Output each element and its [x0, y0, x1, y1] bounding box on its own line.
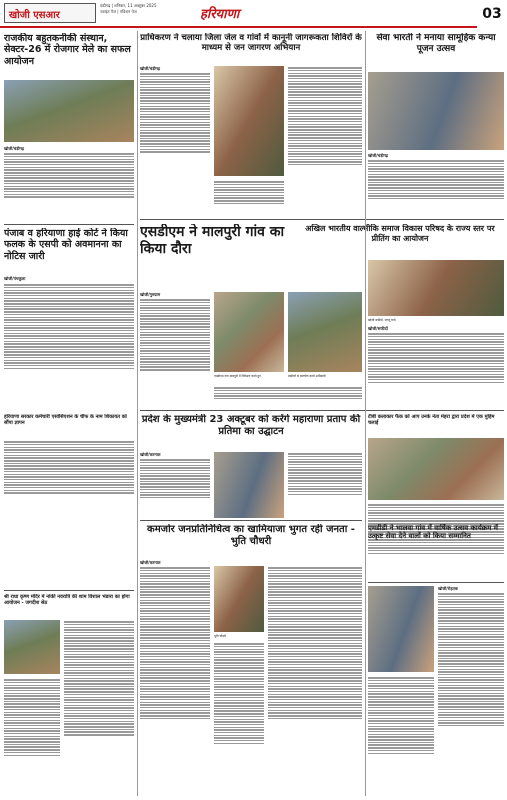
article-6-caption-1: खोजी सफीदों, जगनू चन्दे [368, 318, 396, 322]
column-rule [365, 31, 366, 796]
article-5-photo-2 [288, 292, 362, 372]
article-8-headline: प्रदेश के मुख्यमंत्री 23 अक्टूबर को करेंगे महाराणा प्रताप की प्रतिमा का उद्घाटन [141, 414, 361, 437]
article-2-body-col3 [214, 180, 284, 216]
article-11-body-col2 [268, 566, 362, 796]
article-2-author: खोजी/चंडीगढ़ [140, 66, 160, 71]
article-3-headline: सेवा भारती ने मनाया सामूहिक कन्या पूजन उत्सव [376, 33, 496, 54]
article-2-photo [214, 66, 284, 176]
article-5-body-2 [214, 386, 362, 408]
dateline-text: चंडीगढ़ | शनिवार, 11 अक्टूबर 2025 [100, 3, 157, 8]
article-12-photo [368, 586, 434, 672]
article-11-headline: कमजोर जनप्रतिनिधित्व का खामियाजा भुगत रही जनता - भुति चौधरी [147, 524, 355, 547]
article-3-author: खोजी/चंडीगढ़ [368, 153, 388, 158]
article-2-headline: प्राधिकरण ने चलाया जिला जेल व गांवों में कानूनी जागरूकता शिविरों के माध्यम से जन जागरण अभियान [140, 33, 362, 54]
article-11-portrait [214, 566, 264, 632]
article-9-headline: टीबी कलाकार फैंक को आप उनके नेता मेहरा द्वारा प्रदेश में एक मुहिम चलाई [368, 414, 495, 426]
article-6-photo-1 [368, 260, 504, 316]
article-8-author: खोजी/करनाल [140, 452, 161, 457]
column-rule [137, 31, 138, 796]
article-12-headline: एमडीडी ने भालवा गांव में वार्षिक उत्सव कार्यक्रम में उत्कृष्ट सेवा देने वालों को किया सम्मानित [368, 524, 498, 541]
divider [368, 582, 504, 583]
section-title: हरियाणा [200, 7, 240, 22]
article-5-body [140, 298, 210, 408]
article-8-body-col2 [288, 452, 362, 518]
article-12-body-col2 [368, 676, 434, 796]
article-11-body-col3 [214, 642, 264, 796]
article-8-photo [214, 452, 284, 518]
article-1-author: खोजी/चंडीगढ़ [4, 146, 24, 151]
article-7-headline: हरियाणा सरकार कर्मचारी एसोसिएशन के चीफ के नाम शिकायत को सौंपा ज्ञापन [4, 414, 127, 426]
dateline [100, 3, 157, 15]
article-9-photo [368, 438, 504, 500]
article-3-body [368, 159, 504, 219]
divider [4, 590, 134, 591]
article-12-author: खोजी/रोहतक [438, 586, 458, 591]
article-12-body-col1 [438, 592, 504, 796]
divider [140, 520, 362, 521]
article-6-headline: अखिल भारतीय वाल्मीकि समाज विकास परिषद के राज्य स्तर पर प्रीतिंग का आयोजन [305, 224, 495, 243]
article-2-body-col2 [288, 66, 362, 216]
article-5-author: खोजी/गुरुग्राम [140, 292, 161, 297]
article-2-body-col1 [140, 72, 210, 192]
newspaper-logo: खोजी एसआर [4, 3, 96, 23]
article-4-headline: पंजाब व हरियाणा हाई कोर्ट ने किया फलक के एसपी को अवमानना का नोटिस जारी [4, 228, 128, 262]
article-7-body [4, 440, 134, 520]
article-5-headline: एसडीएम ने मालपुरी गांव का किया दौरा [140, 224, 285, 257]
article-1-photo [4, 80, 134, 142]
page-number: 03 [477, 0, 507, 28]
article-10-headline: श्री राधा कृष्ण मंदिर में नोकी नवरात्रि की शाम विशाल भंडारा का होगा आयोजन - जगदीश सेठ [4, 594, 130, 606]
divider [140, 410, 504, 411]
article-1-body [4, 152, 134, 222]
divider [4, 224, 134, 225]
article-11-author: खोजी/करनाल [140, 560, 161, 565]
article-10-body-2 [4, 678, 60, 796]
article-5-caption-1: एसडीएम गांव मालपुरी में निरीक्षण करते हुए [214, 374, 261, 378]
article-10-body [64, 620, 134, 796]
article-6-body [368, 332, 504, 408]
article-5-photo-1 [214, 292, 284, 372]
edition-text: ज्वाइंट पेज | एडिशन पेज [100, 9, 137, 14]
divider [140, 219, 504, 220]
article-5-caption-2: ग्रामीणों से बातचीत करते अधिकारी [288, 374, 326, 378]
article-8-body-col1 [140, 458, 210, 518]
article-10-photo [4, 620, 60, 674]
masthead [0, 0, 507, 28]
article-11-caption: भुति चौधरी [214, 634, 227, 638]
article-1-headline: राजकीय बहुतकनीकी संस्थान, सेक्टर-26 में रोजगार मेले का सफल आयोजन [4, 33, 131, 67]
article-3-photo [368, 72, 504, 150]
article-6-author: खोजी/सफीदों [368, 326, 388, 331]
article-4-author: खोजी/पंचकूला [4, 276, 26, 281]
article-4-body [4, 283, 134, 413]
article-11-body-col1 [140, 566, 210, 796]
